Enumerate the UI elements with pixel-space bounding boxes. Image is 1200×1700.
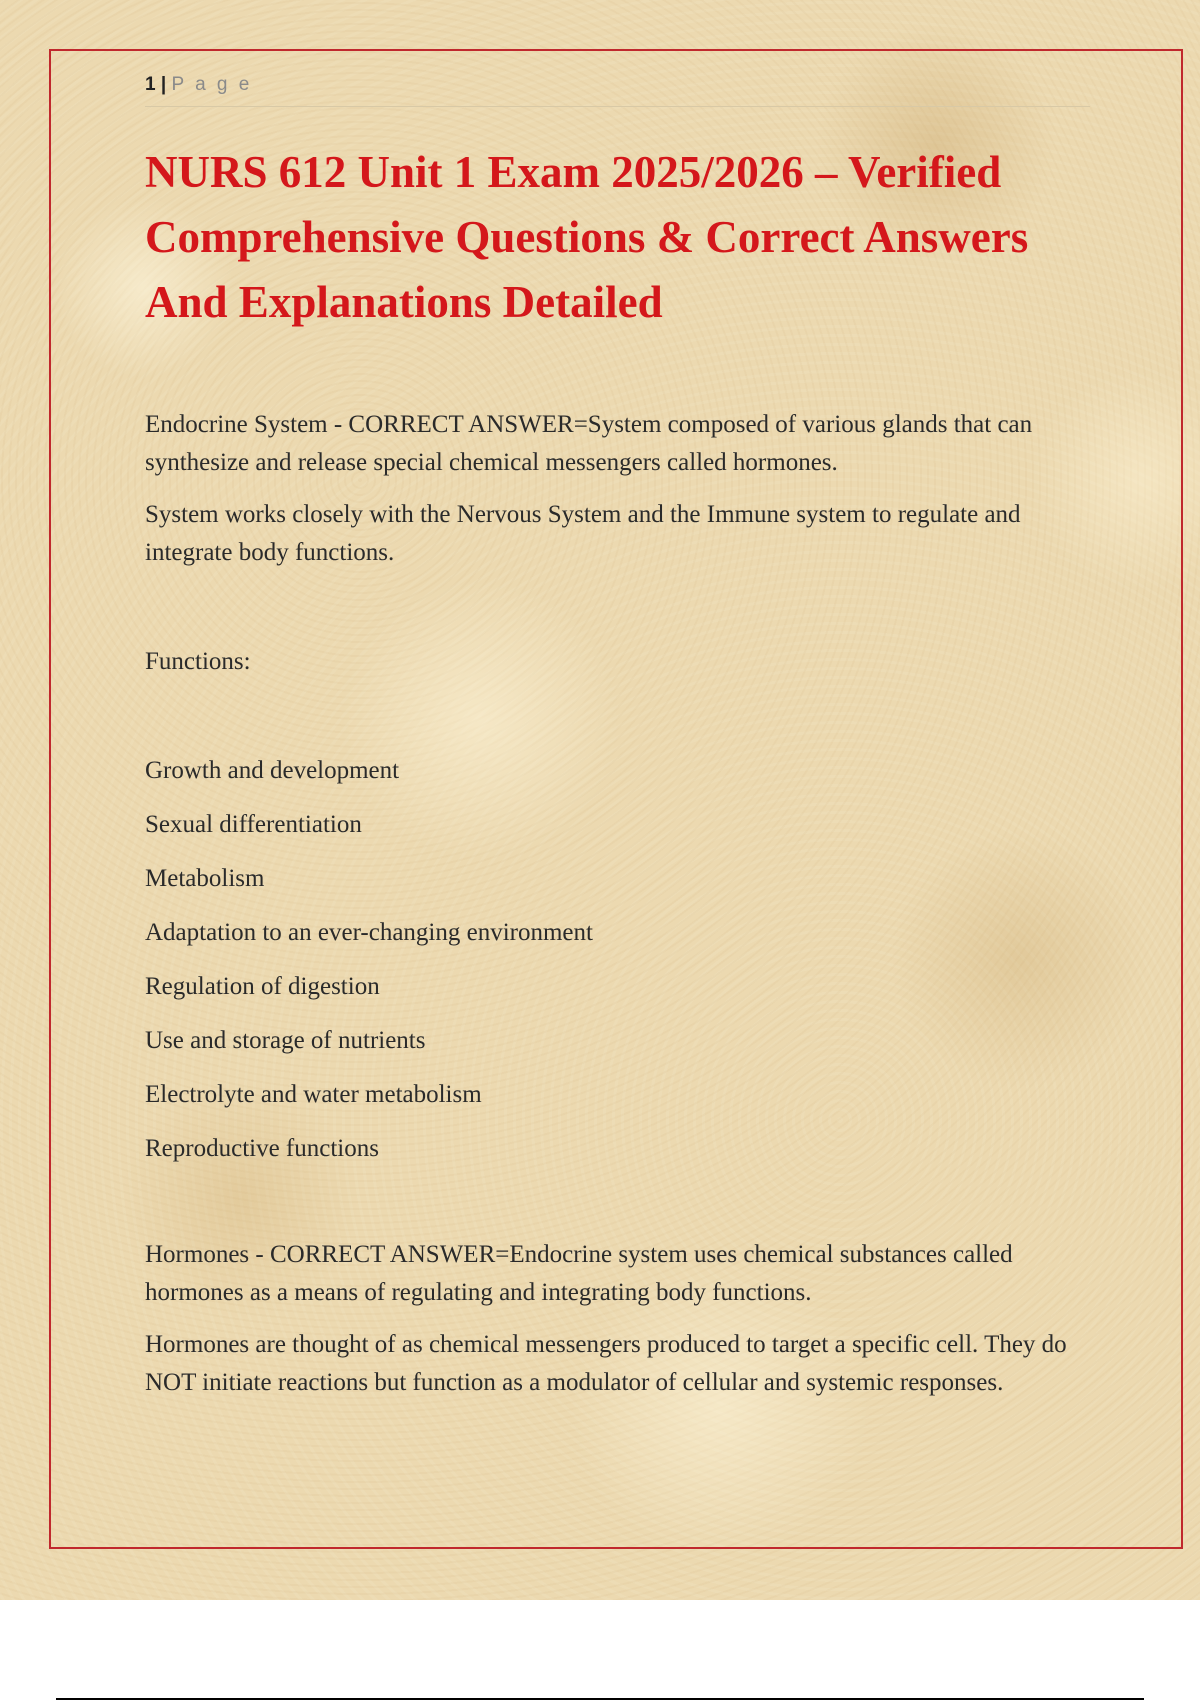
list-item: Adaptation to an ever-changing environment [145, 919, 593, 946]
list-item: Growth and development [145, 757, 400, 784]
list-item: Use and storage of nutrients [145, 1027, 426, 1054]
list-item: Electrolyte and water metabolism [145, 1081, 482, 1108]
functions-list [145, 752, 1090, 1184]
list-item: Metabolism [145, 865, 265, 892]
list-item: Regulation of digestion [145, 973, 380, 1000]
functions-heading: Functions: [145, 648, 251, 675]
endocrine-definition: Endocrine System - CORRECT ANSWER=System composed of various glands that can synthesize and release special chemical messengers called hormones. [145, 411, 1033, 476]
functions-section [145, 752, 1090, 1184]
page-label: P a g e [171, 74, 253, 95]
hormones-description: Hormones are thought of as chemical messengers produced to target a specific cell. They do NOT initiate reactions but function as a modulator of cellular and systemic responses. [145, 1331, 1067, 1396]
document-title: NURS 612 Unit 1 Exam 2025/2026 – Verified Comprehensive Questions & Correct Answers And Explanations Detailed [145, 147, 1029, 327]
endocrine-description: System works closely with the Nervous System and the Immune system to regulate and integrate body functions. [145, 501, 1021, 566]
list-item: Reproductive functions [145, 1135, 379, 1162]
endocrine-section [145, 406, 1090, 572]
list-item: Sexual differentiation [145, 811, 362, 838]
page-separator: | [160, 74, 167, 95]
page-header [145, 74, 1090, 107]
hormones-section [145, 1236, 1090, 1402]
hormones-definition: Hormones - CORRECT ANSWER=Endocrine system uses chemical substances called hormones as a means of regulating and integrating body functions. [145, 1241, 1013, 1306]
page-number: 1 [145, 74, 156, 95]
